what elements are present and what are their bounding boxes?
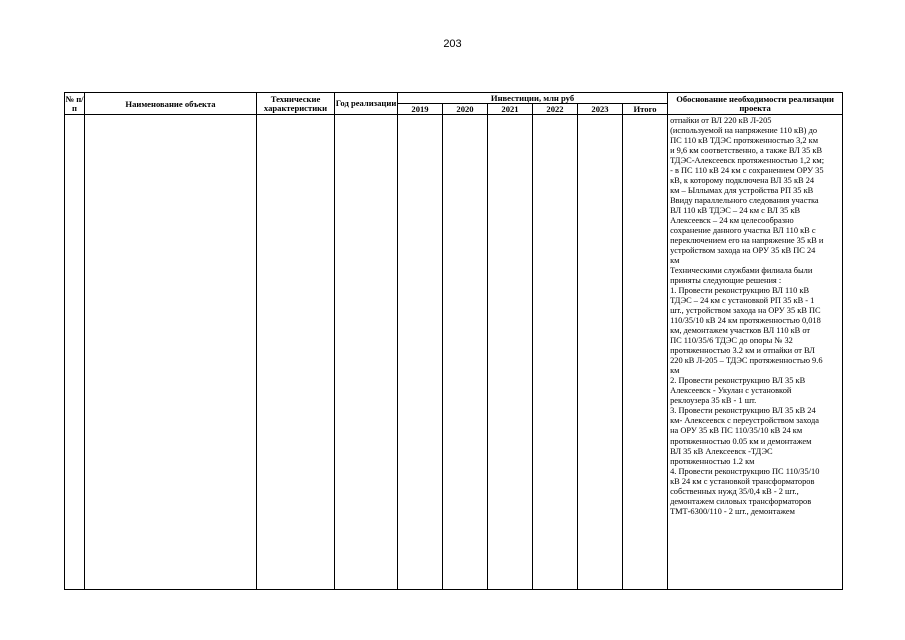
justification-line: и 9,6 км соответственно, а также ВЛ 35 кВ [670,146,823,156]
header-year-2022: 2022 [533,104,578,115]
cell-2020 [443,115,488,590]
justification-line: 220 кВ Л-205 – ТДЭС протяженностью 9.6 [670,356,823,366]
justification-line: ТДЭС – 24 км с установкой РП 35 кВ - 1 [670,296,815,306]
justification-line: отпайки от ВЛ 220 кВ Л-205 [670,116,772,125]
justification-line: шт., устройством захода на ОРУ 35 кВ ПС [670,306,821,316]
justification-line: сохранение данного участка ВЛ 110 кВ с [670,226,816,236]
justification-line: собственных нужд 35/0,4 кВ - 2 шт., [670,486,799,496]
justification-line: демонтажем силовых трансформаторов [670,496,812,506]
cell-2023 [578,115,623,590]
cell-2019 [398,115,443,590]
justification-line: Алексеевск – 24 км целесообразно [670,216,794,226]
justification-line: 1. Провести реконструкцию ВЛ 110 кВ [670,286,810,296]
justification-line: 3. Провести реконструкцию ВЛ 35 кВ 24 [670,406,816,416]
header-num: № п/п [65,93,84,113]
cell-total [623,115,668,590]
justification-line: ПС 110 кВ ТДЭС протяженностью 3,2 км [670,136,818,146]
justification-line: кВ, к которому подключена ВЛ 35 кВ 24 [670,176,815,186]
justification-line: переключением его на напряжение 35 кВ и [670,236,824,246]
header-justification: Обоснование необходимости реализации проекта [668,93,843,115]
justification-line: 2. Провести реконструкцию ВЛ 35 кВ [670,376,806,386]
justification-line: протяженностью 1.2 км [670,456,755,466]
investment-table [64,92,843,590]
justification-line: - в ПС 110 кВ 24 км с сохранением ОРУ 35 [670,166,824,176]
justification-line: ТДЭС-Алексеевск протяженностью 1,2 км; [670,156,825,166]
justification-line: ПС 110/35/6 ТДЭС до опоры № 32 [670,336,793,346]
justification-line: км – Ыллымах для устройства РП 35 кВ [670,186,814,196]
justification-line: км, демонтажем участков ВЛ 110 кВ от [670,326,811,336]
page-number: 203 [443,38,462,50]
justification-line: протяженностью 0.05 км и демонтажем [670,436,812,446]
header-year: Год реализации [335,93,398,115]
justification-line: км [670,256,680,266]
header-row [65,93,843,104]
header-year-2020: 2020 [443,104,488,115]
header-total: Итого [623,104,668,115]
justification-line: Алексеевск - Укулан с установкой [670,386,792,396]
cell-tech [257,115,335,590]
header-investments: Инвестиции, млн руб [398,93,668,104]
justification-line: ВЛ 110 кВ ТДЭС – 24 км с ВЛ 35 кВ [670,206,801,216]
justification-line: км [670,366,680,376]
justification-line: 4. Провести реконструкцию ПС 110/35/10 [670,466,820,476]
justification-line: км- Алексеевск с переустройством захода [670,416,819,426]
justification-line: 110/35/10 кВ 24 км протяженностью 0,018 [670,316,821,326]
justification-line: протяженностью 3.2 км и отпайки от ВЛ [670,346,815,356]
cell-2022 [533,115,578,590]
cell-2021 [488,115,533,590]
cell-num [65,115,85,590]
justification-line: реклоузера 35 кВ - 1 шт. [670,396,757,406]
justification-line: приняты следующие решения : [670,276,782,286]
justification-line: Техническими службами филиала были [670,266,813,276]
table-row [65,115,843,590]
justification-line: Ввиду параллельного следования участка [670,196,819,206]
cell-object-name [85,115,257,590]
justification-line: устройством захода на ОРУ 35 кВ ПС 24 [670,246,816,256]
header-year-2023: 2023 [578,104,623,115]
header-year-2019: 2019 [398,104,443,115]
justification-line: на ОРУ 35 кВ ПС 110/35/10 кВ 24 км [670,426,803,436]
justification-line: кВ 24 км с установкой трансформаторов [670,476,815,486]
header-object-name: Наименование объекта [85,93,257,115]
justification-line: ВЛ 35 кВ Алексеевск -ТДЭС [670,446,773,456]
justification-line: (используемой на напряжение 110 кВ) до [670,126,818,136]
cell-year [335,115,398,590]
header-tech-characteristics: Технические характеристики [257,93,335,115]
justification-line: ТМТ-6300/110 - 2 шт., демонтажем [670,506,795,516]
cell-justification [668,115,843,590]
header-year-2021: 2021 [488,104,533,115]
